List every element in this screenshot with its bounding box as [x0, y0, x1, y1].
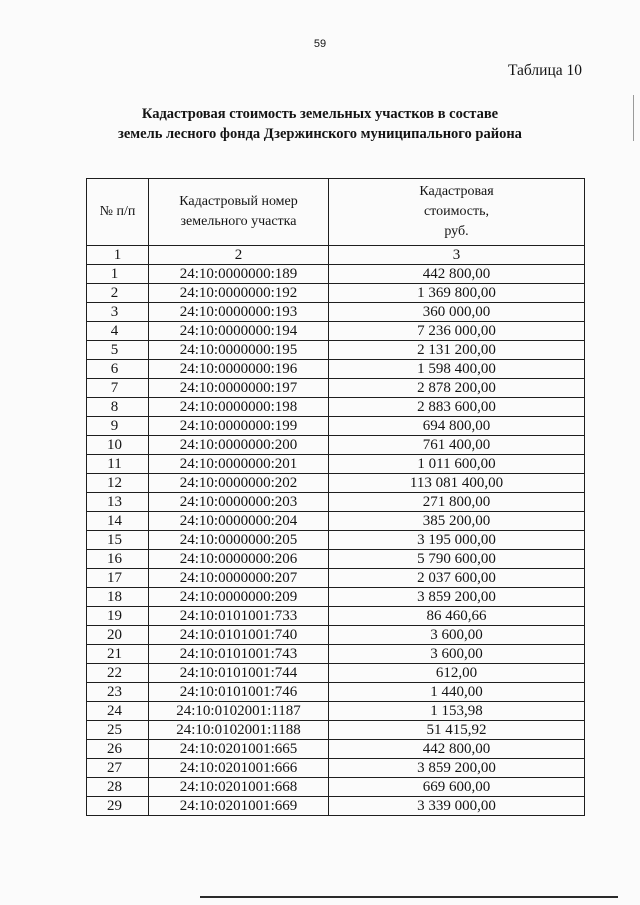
table-row: [87, 797, 585, 816]
cell-cadastral-number: 24:10:0000000:200: [149, 436, 329, 455]
cell-cadastral-value: 385 200,00: [329, 512, 585, 531]
cell-cadastral-value: 1 440,00: [329, 683, 585, 702]
header-cadastral-number: [149, 179, 329, 246]
cell-row-number: 24: [87, 702, 149, 721]
cell-cadastral-value: 2 131 200,00: [329, 341, 585, 360]
cell-cadastral-value: 360 000,00: [329, 303, 585, 322]
cell-row-number: 15: [87, 531, 149, 550]
table-row: [87, 569, 585, 588]
column-index-3: 3: [329, 246, 585, 265]
table-row: [87, 398, 585, 417]
table-row: [87, 360, 585, 379]
cell-cadastral-number: 24:10:0102001:1188: [149, 721, 329, 740]
cell-cadastral-number: 24:10:0101001:746: [149, 683, 329, 702]
cell-row-number: 8: [87, 398, 149, 417]
cell-cadastral-number: 24:10:0101001:744: [149, 664, 329, 683]
cell-cadastral-number: 24:10:0000000:201: [149, 455, 329, 474]
table-label: Таблица 10: [507, 62, 582, 79]
cell-cadastral-number: 24:10:0000000:195: [149, 341, 329, 360]
table-row: [87, 721, 585, 740]
cell-cadastral-number: 24:10:0201001:668: [149, 778, 329, 797]
table-row: [87, 436, 585, 455]
cell-cadastral-value: 1 369 800,00: [329, 284, 585, 303]
cell-row-number: 16: [87, 550, 149, 569]
header-value-line-3: руб.: [444, 224, 469, 239]
footer-rule: [200, 896, 618, 898]
cell-row-number: 18: [87, 588, 149, 607]
cell-row-number: 27: [87, 759, 149, 778]
table-row: [87, 664, 585, 683]
cell-cadastral-value: 761 400,00: [329, 436, 585, 455]
cell-cadastral-value: 3 859 200,00: [329, 588, 585, 607]
cell-cadastral-value: 694 800,00: [329, 417, 585, 436]
scan-edge-mark: [633, 95, 634, 141]
table-row: [87, 759, 585, 778]
cell-cadastral-number: 24:10:0000000:204: [149, 512, 329, 531]
table-row: [87, 778, 585, 797]
cell-cadastral-number: 24:10:0201001:669: [149, 797, 329, 816]
cell-cadastral-value: 51 415,92: [329, 721, 585, 740]
cell-cadastral-number: 24:10:0000000:198: [149, 398, 329, 417]
cell-cadastral-number: 24:10:0000000:207: [149, 569, 329, 588]
table-row: [87, 607, 585, 626]
table-row: [87, 284, 585, 303]
table-row: [87, 626, 585, 645]
cell-cadastral-value: 442 800,00: [329, 740, 585, 759]
cell-cadastral-number: 24:10:0000000:199: [149, 417, 329, 436]
document-title: [0, 104, 640, 144]
cell-cadastral-value: 2 883 600,00: [329, 398, 585, 417]
cell-cadastral-value: 3 195 000,00: [329, 531, 585, 550]
table-row: [87, 512, 585, 531]
cell-cadastral-number: 24:10:0101001:740: [149, 626, 329, 645]
cell-row-number: 1: [87, 265, 149, 284]
table-body: [87, 265, 585, 816]
cell-cadastral-number: 24:10:0000000:209: [149, 588, 329, 607]
cell-cadastral-number: 24:10:0000000:206: [149, 550, 329, 569]
table-row: [87, 588, 585, 607]
cell-cadastral-number: 24:10:0101001:743: [149, 645, 329, 664]
cell-row-number: 12: [87, 474, 149, 493]
cell-cadastral-value: 3 339 000,00: [329, 797, 585, 816]
cell-cadastral-number: 24:10:0201001:666: [149, 759, 329, 778]
cell-row-number: 5: [87, 341, 149, 360]
cell-cadastral-number: 24:10:0000000:197: [149, 379, 329, 398]
cell-cadastral-number: 24:10:0000000:192: [149, 284, 329, 303]
table-row: [87, 740, 585, 759]
cell-row-number: 22: [87, 664, 149, 683]
table-row: [87, 645, 585, 664]
page-number: 59: [313, 38, 327, 50]
cell-cadastral-number: 24:10:0000000:196: [149, 360, 329, 379]
cell-row-number: 14: [87, 512, 149, 531]
table-row: [87, 683, 585, 702]
cell-cadastral-value: 1 011 600,00: [329, 455, 585, 474]
cell-row-number: 25: [87, 721, 149, 740]
cell-cadastral-number: 24:10:0000000:202: [149, 474, 329, 493]
cadastral-value-table: [86, 178, 585, 816]
table-row: [87, 265, 585, 284]
cell-row-number: 23: [87, 683, 149, 702]
cell-cadastral-value: 7 236 000,00: [329, 322, 585, 341]
cell-cadastral-number: 24:10:0102001:1187: [149, 702, 329, 721]
cell-cadastral-number: 24:10:0101001:733: [149, 607, 329, 626]
table-row: [87, 550, 585, 569]
cell-row-number: 26: [87, 740, 149, 759]
table-row: [87, 493, 585, 512]
cell-cadastral-value: 3 859 200,00: [329, 759, 585, 778]
table-row: [87, 417, 585, 436]
header-cadastral-value: [329, 179, 585, 246]
cell-cadastral-value: 113 081 400,00: [329, 474, 585, 493]
table-row: [87, 455, 585, 474]
header-value-line-1: Кадастровая: [419, 184, 494, 199]
cell-row-number: 21: [87, 645, 149, 664]
title-line-2: земель лесного фонда Дзержинского муниципального района: [118, 126, 522, 142]
cell-cadastral-value: 3 600,00: [329, 645, 585, 664]
cell-row-number: 7: [87, 379, 149, 398]
header-row-number: № п/п: [87, 179, 149, 246]
cell-row-number: 17: [87, 569, 149, 588]
table-row: [87, 379, 585, 398]
table-header-row: [87, 179, 585, 246]
cell-cadastral-value: 1 153,98: [329, 702, 585, 721]
cell-cadastral-value: 5 790 600,00: [329, 550, 585, 569]
cell-cadastral-number: 24:10:0000000:189: [149, 265, 329, 284]
table-row: [87, 341, 585, 360]
cell-cadastral-value: 1 598 400,00: [329, 360, 585, 379]
cell-cadastral-value: 669 600,00: [329, 778, 585, 797]
cell-cadastral-value: 2 037 600,00: [329, 569, 585, 588]
table-row: [87, 474, 585, 493]
cell-cadastral-value: 86 460,66: [329, 607, 585, 626]
header-value-line-2: стоимость,: [423, 204, 490, 219]
cell-row-number: 19: [87, 607, 149, 626]
cell-cadastral-number: 24:10:0000000:205: [149, 531, 329, 550]
cell-cadastral-value: 271 800,00: [329, 493, 585, 512]
cell-cadastral-value: 3 600,00: [329, 626, 585, 645]
table-row: [87, 303, 585, 322]
table-row: [87, 531, 585, 550]
cell-cadastral-number: 24:10:0000000:194: [149, 322, 329, 341]
cell-cadastral-value: 442 800,00: [329, 265, 585, 284]
header-cadastral-line-2: земельного участка: [180, 214, 297, 229]
column-index-1: 1: [87, 246, 149, 265]
cell-row-number: 29: [87, 797, 149, 816]
table-row: [87, 322, 585, 341]
cell-cadastral-number: 24:10:0000000:193: [149, 303, 329, 322]
title-line-1: Кадастровая стоимость земельных участков в составе: [141, 106, 499, 122]
column-index-2: 2: [149, 246, 329, 265]
cell-row-number: 13: [87, 493, 149, 512]
cell-row-number: 9: [87, 417, 149, 436]
header-cadastral-line-1: Кадастровый номер: [179, 194, 298, 209]
cell-row-number: 6: [87, 360, 149, 379]
cell-row-number: 10: [87, 436, 149, 455]
cell-cadastral-value: 2 878 200,00: [329, 379, 585, 398]
cell-row-number: 2: [87, 284, 149, 303]
cell-cadastral-number: 24:10:0201001:665: [149, 740, 329, 759]
cell-row-number: 4: [87, 322, 149, 341]
cell-row-number: 11: [87, 455, 149, 474]
cell-row-number: 28: [87, 778, 149, 797]
cell-row-number: 3: [87, 303, 149, 322]
cell-cadastral-number: 24:10:0000000:203: [149, 493, 329, 512]
cell-cadastral-value: 612,00: [329, 664, 585, 683]
table-row: [87, 702, 585, 721]
cell-row-number: 20: [87, 626, 149, 645]
column-index-row: [87, 246, 585, 265]
